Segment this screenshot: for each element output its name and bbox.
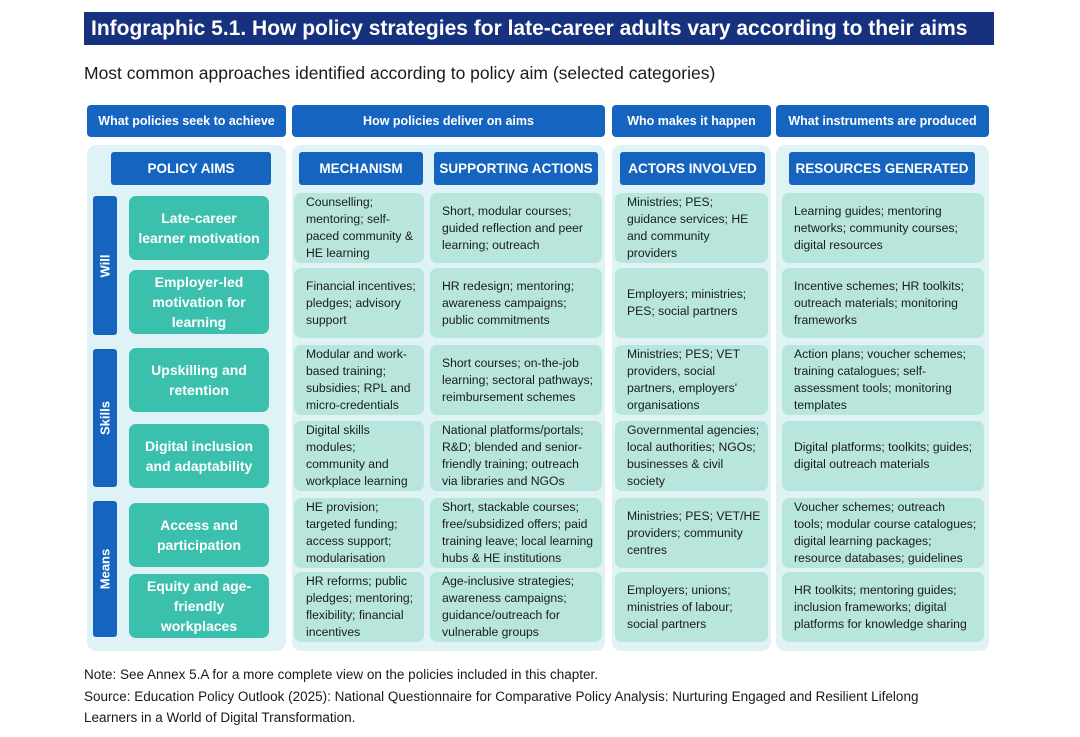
cell-actors: Ministries; PES; VET providers, social partners, employers' organisations <box>615 345 768 415</box>
cell-supporting-actions: National platforms/portals; R&D; blended and senior-friendly training; outreach via libraries and NGOs <box>430 421 602 491</box>
cell-actors: Employers; unions; ministries of labour; social partners <box>615 572 768 642</box>
col-header-mechanism: MECHANISM <box>299 152 423 185</box>
cell-actors: Ministries; PES; guidance services; HE and community providers <box>615 193 768 263</box>
cell-mechanism: HE provision; targeted funding; access support; modularisation <box>294 498 424 568</box>
cell-resources: Learning guides; mentoring networks; community courses; digital resources <box>782 193 984 263</box>
dimension-will <box>93 196 117 335</box>
cell-mechanism: Counselling; mentoring; self-paced community & HE learning <box>294 193 424 263</box>
aim-access-participation: Access and participation <box>129 503 269 567</box>
col-header-actors: ACTORS INVOLVED <box>620 152 765 185</box>
top-header-instruments: What instruments are produced <box>776 105 989 137</box>
cell-resources: Voucher schemes; outreach tools; modular course catalogues; digital learning packages; resource databases; guidelines <box>782 498 984 568</box>
aim-upskilling-retention: Upskilling and retention <box>129 348 269 412</box>
col-header-supporting-actions: SUPPORTING ACTIONS <box>434 152 598 185</box>
source-text-line1: Source: Education Policy Outlook (2025): National Questionnaire for Comparative Policy Analysis: Nurturing Engaged and Resilient Lifelong <box>84 689 919 704</box>
top-header-achieve: What policies seek to achieve <box>87 105 286 137</box>
cell-resources: Action plans; voucher schemes; training catalogues; self-assessment tools; monitoring templates <box>782 345 984 415</box>
dimension-means-label: Means <box>97 548 113 590</box>
cell-mechanism: Digital skills modules; community and workplace learning <box>294 421 424 491</box>
cell-mechanism: Modular and work-based training; subsidies; RPL and micro-credentials <box>294 345 424 415</box>
aim-late-career-motivation: Late-career learner motivation <box>129 196 269 260</box>
aim-employer-led-motivation: Employer-led motivation for learning <box>129 270 269 334</box>
cell-resources: HR toolkits; mentoring guides; inclusion frameworks; digital platforms for knowledge sharing <box>782 572 984 642</box>
cell-resources: Digital platforms; toolkits; guides; digital outreach materials <box>782 421 984 491</box>
aim-equity-age-friendly: Equity and age-friendly workplaces <box>129 574 269 638</box>
cell-actors: Ministries; PES; VET/HE providers; community centres <box>615 498 768 568</box>
note-text: Note: See Annex 5.A for a more complete view on the policies included in this chapter. <box>84 667 599 682</box>
cell-actors: Governmental agencies; local authorities; NGOs; businesses & civil society <box>615 421 768 491</box>
source-text-line2: Learners in a World of Digital Transformation. <box>84 710 356 725</box>
dimension-means <box>93 501 117 637</box>
cell-actors: Employers; ministries; PES; social partners <box>615 268 768 338</box>
infographic-title: Infographic 5.1. How policy strategies for late-career adults vary according to their aims <box>84 12 994 45</box>
top-header-who: Who makes it happen <box>612 105 771 137</box>
infographic-subtitle: Most common approaches identified according to policy aim (selected categories) <box>84 63 716 83</box>
aim-digital-inclusion: Digital inclusion and adaptability <box>129 424 269 488</box>
col-header-policy-aims: POLICY AIMS <box>111 152 271 185</box>
dimension-skills-label: Skills <box>97 401 113 435</box>
col-header-resources: RESOURCES GENERATED <box>789 152 975 185</box>
top-header-deliver: How policies deliver on aims <box>292 105 605 137</box>
cell-supporting-actions: Short, modular courses; guided reflection and peer learning; outreach <box>430 193 602 263</box>
dimension-skills <box>93 349 117 487</box>
dimension-will-label: Will <box>97 254 113 277</box>
cell-mechanism: HR reforms; public pledges; mentoring; flexibility; financial incentives <box>294 572 424 642</box>
cell-supporting-actions: Short courses; on-the-job learning; sectoral pathways; reimbursement schemes <box>430 345 602 415</box>
cell-supporting-actions: HR redesign; mentoring; awareness campaigns; public commitments <box>430 268 602 338</box>
cell-mechanism: Financial incentives; pledges; advisory support <box>294 268 424 338</box>
cell-supporting-actions: Age-inclusive strategies; awareness campaigns; guidance/outreach for vulnerable groups <box>430 572 602 642</box>
cell-resources: Incentive schemes; HR toolkits; outreach materials; monitoring frameworks <box>782 268 984 338</box>
cell-supporting-actions: Short, stackable courses; free/subsidized offers; paid training leave; local learning hubs & HE institutions <box>430 498 602 568</box>
